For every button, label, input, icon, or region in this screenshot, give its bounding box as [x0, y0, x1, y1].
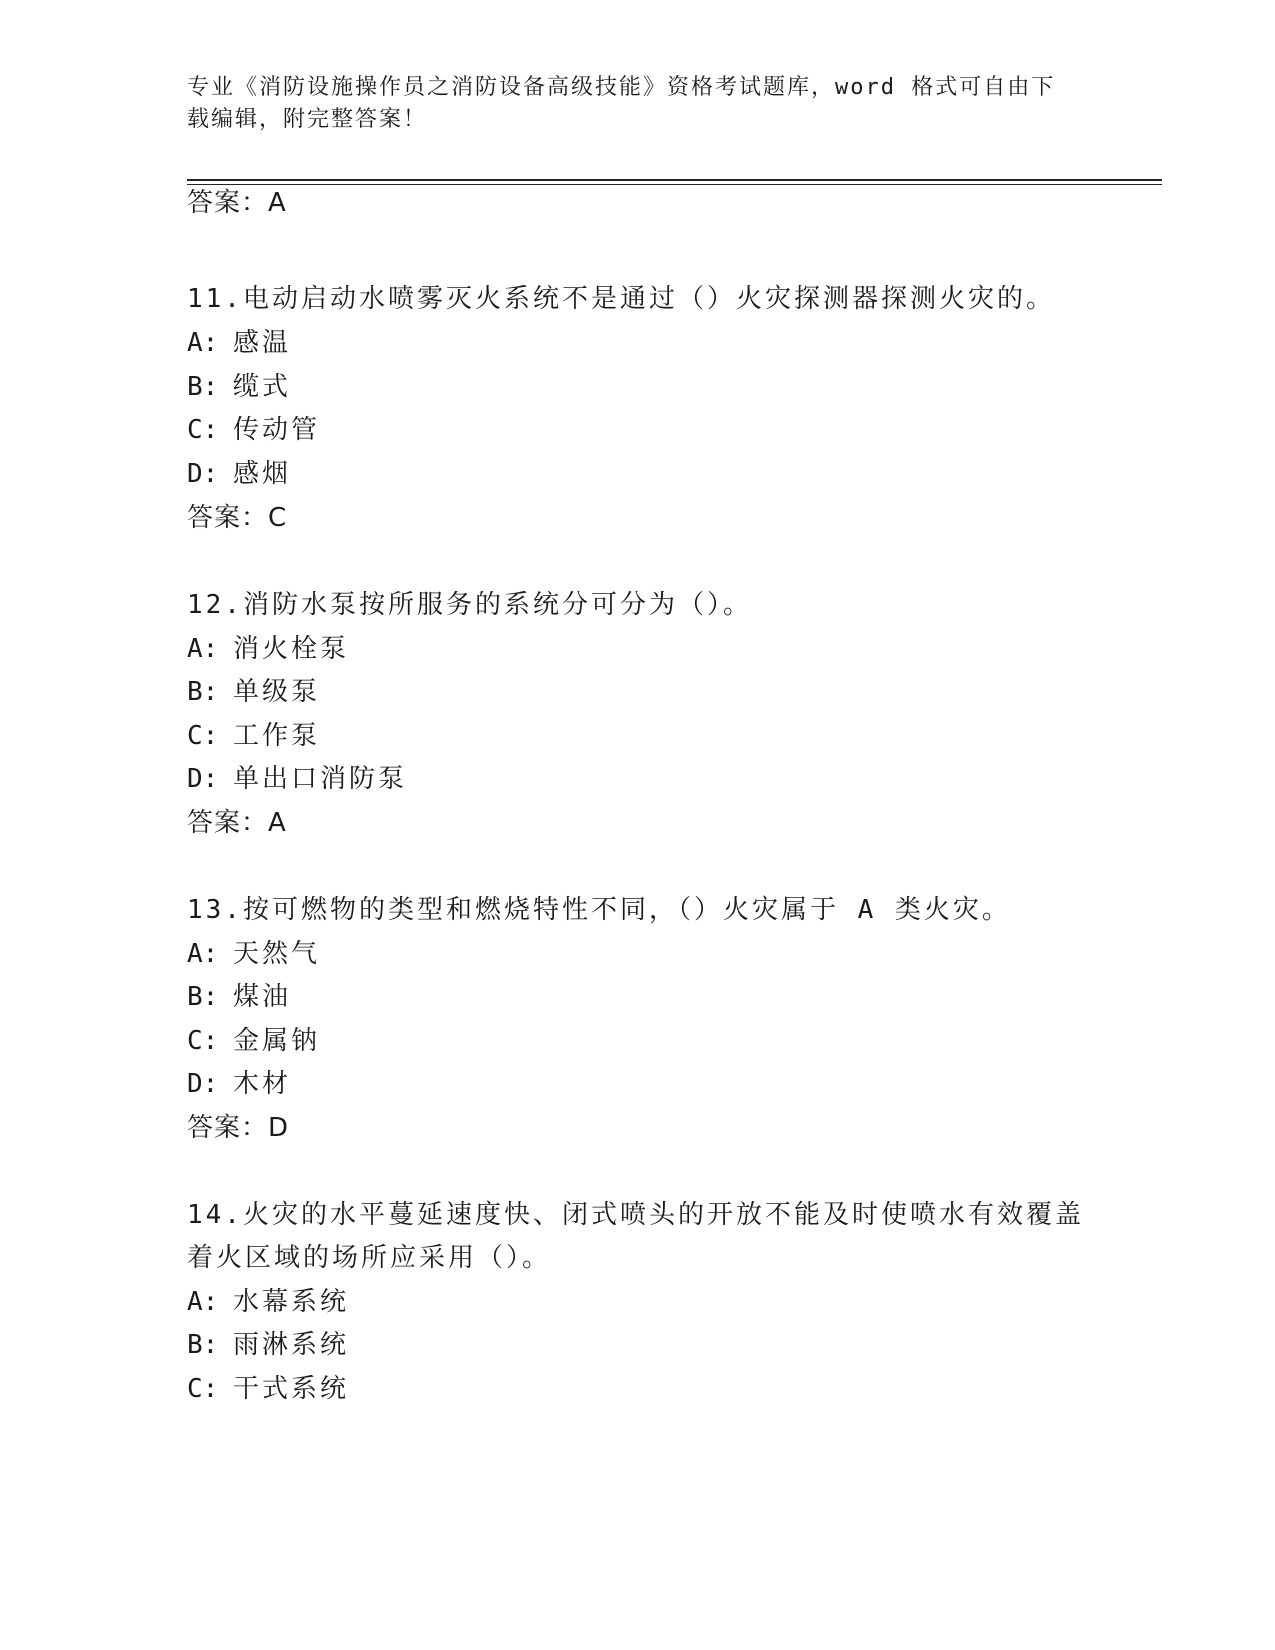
option-text: 工作泵 [233, 721, 321, 751]
header-line-1: 专业《消防设施操作员之消防设备高级技能》资格考试题库，word 格式可自由下 [187, 75, 1056, 100]
option-letter: C: [187, 1374, 219, 1404]
option-letter: D: [187, 764, 219, 794]
option-text: 干式系统 [233, 1374, 350, 1404]
question-stem: 12.消防水泵按所服务的系统分可分为（）。 [187, 590, 752, 620]
option-d [187, 1067, 291, 1101]
option-text: 雨淋系统 [233, 1330, 350, 1360]
option-text: 消火栓泵 [233, 634, 350, 664]
option-b [187, 1328, 349, 1362]
option-letter: D: [187, 1069, 219, 1099]
option-c [187, 1372, 349, 1406]
question-stem: 14.火灾的水平蔓延速度快、闭式喷头的开放不能及时使喷水有效覆盖 [187, 1200, 1084, 1230]
option-a [187, 937, 320, 971]
question-stem-continued: 着火区域的场所应采用（）。 [187, 1243, 552, 1273]
option-b [187, 370, 291, 404]
previous-answer: 答案：A [187, 188, 287, 218]
option-text: 天然气 [233, 939, 321, 969]
header-note [187, 72, 1087, 136]
option-text: 金属钠 [233, 1026, 321, 1056]
option-letter: C: [187, 415, 219, 445]
question-stem: 11.电动启动水喷雾灭火系统不是通过（）火灾探测器探测火灾的。 [187, 284, 1055, 314]
option-c [187, 1024, 320, 1058]
option-c [187, 413, 320, 447]
option-a [187, 1285, 349, 1319]
option-letter: B: [187, 677, 219, 707]
answer-line: 答案：C [187, 503, 288, 533]
answer-line: 答案：A [187, 808, 287, 838]
option-text: 感温 [233, 328, 292, 358]
option-text: 缆式 [233, 372, 292, 402]
option-letter: A: [187, 939, 219, 969]
option-d [187, 457, 291, 491]
header-divider-thin [187, 184, 1162, 185]
option-d [187, 762, 407, 796]
option-letter: D: [187, 459, 219, 489]
option-letter: B: [187, 1330, 219, 1360]
option-letter: B: [187, 982, 219, 1012]
option-letter: C: [187, 1026, 219, 1056]
option-letter: B: [187, 372, 219, 402]
option-letter: A: [187, 1287, 219, 1317]
answer-line: 答案：D [187, 1113, 290, 1143]
option-c [187, 719, 320, 753]
option-text: 感烟 [233, 459, 292, 489]
option-text: 单级泵 [233, 677, 321, 707]
option-b [187, 675, 320, 709]
option-letter: C: [187, 721, 219, 751]
option-text: 传动管 [233, 415, 321, 445]
option-a [187, 632, 349, 666]
option-text: 木材 [233, 1069, 292, 1099]
option-text: 单出口消防泵 [233, 764, 408, 794]
option-letter: A: [187, 634, 219, 664]
header-divider [187, 179, 1162, 181]
option-text: 水幕系统 [233, 1287, 350, 1317]
option-a [187, 326, 291, 360]
question-stem: 13.按可燃物的类型和燃烧特性不同，（）火灾属于 A 类火灾。 [187, 895, 1011, 925]
header-line-2: 载编辑，附完整答案！ [187, 107, 428, 132]
option-b [187, 980, 291, 1014]
option-letter: A: [187, 328, 219, 358]
option-text: 煤油 [233, 982, 292, 1012]
